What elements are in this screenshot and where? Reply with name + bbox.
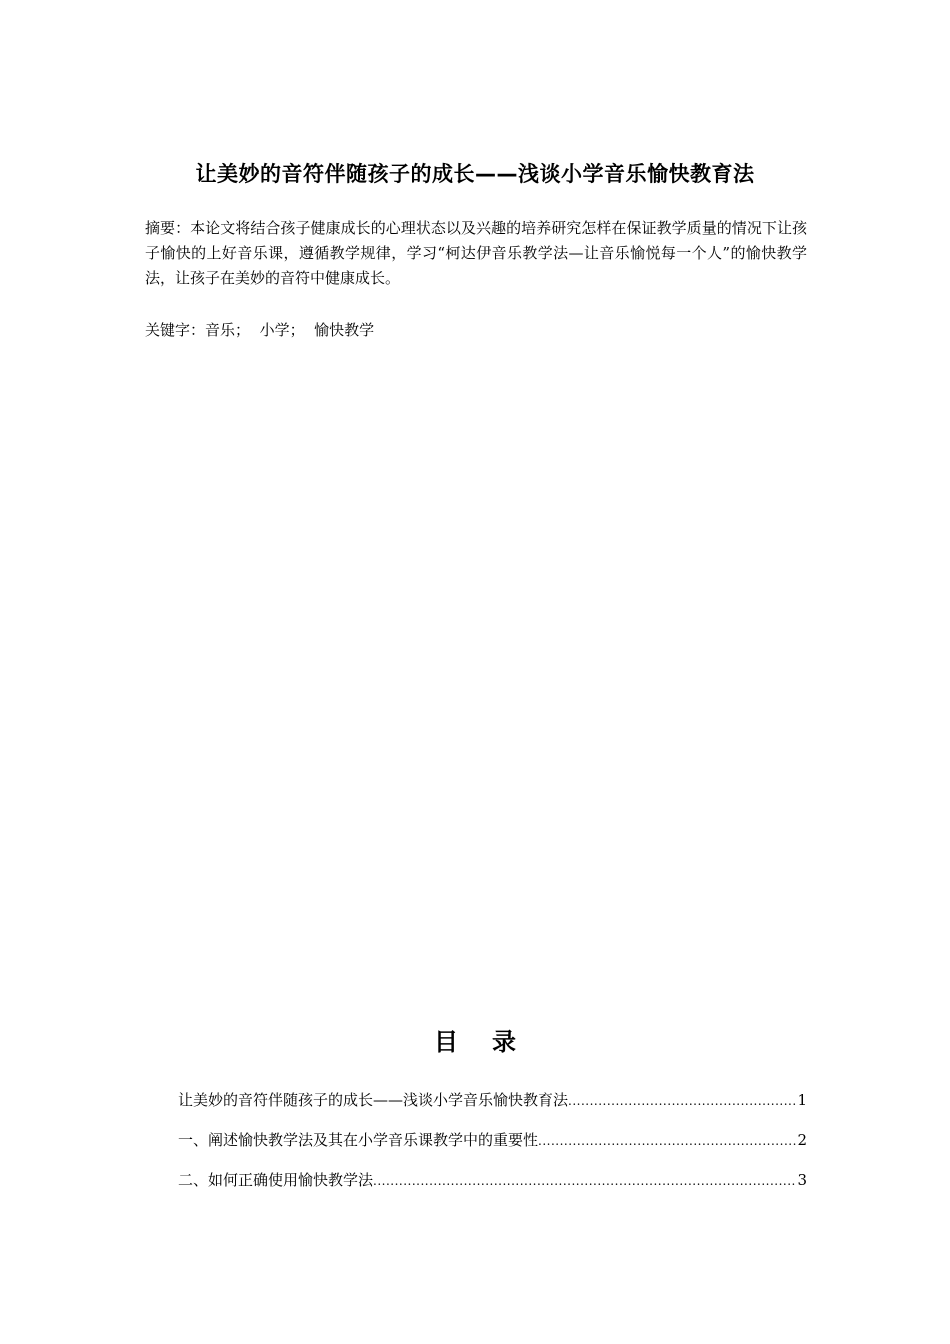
toc-leader-dots: [568, 1089, 797, 1114]
toc-page-number[interactable]: 1: [797, 1091, 807, 1109]
toc-leader-dots: [538, 1129, 797, 1154]
toc-entry[interactable]: [178, 1088, 807, 1113]
abstract-paragraph: 摘要：本论文将结合孩子健康成长的心理状态以及兴趣的培养研究怎样在保证教学质量的情况下让孩子愉快的上好音乐课，遵循教学规律，学习“柯达伊音乐教学法—让音乐愉悦每一个人”的愉快教学法，让孩子在美妙的音符中健康成长。: [145, 219, 807, 287]
toc-heading-char: 目: [434, 1028, 458, 1056]
toc-leader-dots: [373, 1169, 797, 1194]
keywords-line: [145, 318, 374, 343]
document-title: 让美妙的音符伴随孩子的成长——浅谈小学音乐愉快教育法: [195, 162, 755, 186]
toc-page-number[interactable]: 2: [797, 1131, 807, 1149]
toc-entry[interactable]: [178, 1128, 807, 1153]
keyword-item: 小学；: [259, 321, 305, 339]
toc-entry[interactable]: [178, 1168, 807, 1193]
toc-heading: [0, 1022, 950, 1057]
keyword-item: 音乐；: [205, 321, 251, 339]
table-of-contents: [178, 1088, 807, 1208]
toc-page-number[interactable]: 3: [797, 1171, 807, 1189]
toc-entry-label[interactable]: 二、如何正确使用愉快教学法: [178, 1171, 374, 1189]
toc-heading-char: 录: [492, 1028, 516, 1056]
keywords-label: 关键字：: [145, 321, 206, 339]
toc-entry-label[interactable]: 一、阐述愉快教学法及其在小学音乐课教学中的重要性: [178, 1131, 539, 1149]
keyword-item: 愉快教学: [314, 321, 375, 339]
toc-entry-label[interactable]: 让美妙的音符伴随孩子的成长——浅谈小学音乐愉快教育法: [178, 1091, 569, 1109]
